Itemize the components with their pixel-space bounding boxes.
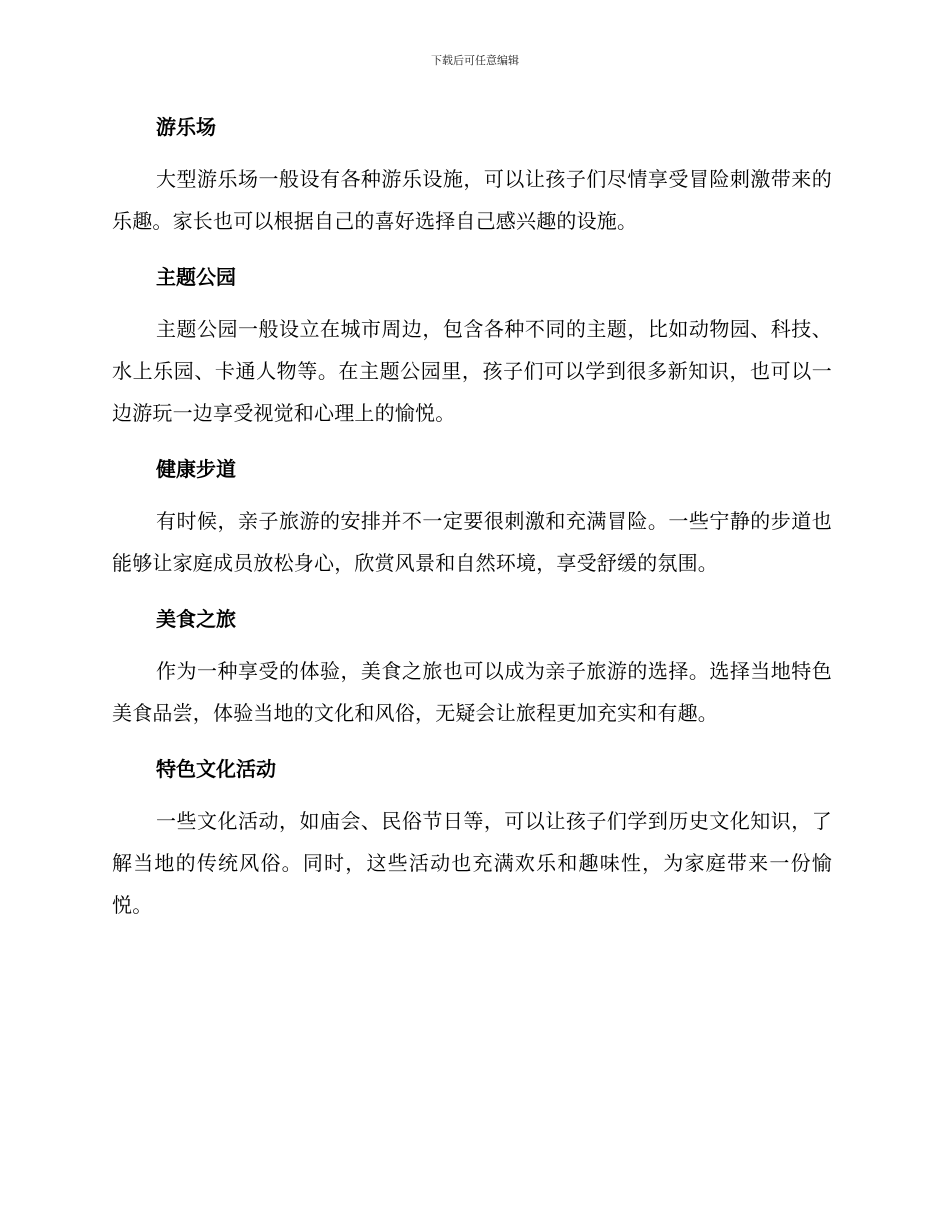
section-heading: 特色文化活动 — [156, 757, 276, 781]
section-amusement-park — [112, 108, 832, 242]
section-heading: 主题公园 — [156, 265, 236, 289]
section-health-trail — [112, 450, 832, 584]
section-paragraph: 作为一种享受的体验，美食之旅也可以成为亲子旅游的选择。选择当地特色美食品尝，体验当地的文化和风俗，无疑会让旅程更加充实和有趣。 — [112, 659, 832, 725]
section-paragraph: 有时候，亲子旅游的安排并不一定要很刺激和充满冒险。一些宁静的步道也能够让家庭成员放松身心，欣赏风景和自然环境，享受舒缓的氛围。 — [112, 509, 832, 575]
section-heading: 健康步道 — [156, 457, 236, 481]
section-paragraph: 大型游乐场一般设有各种游乐设施，可以让孩子们尽情享受冒险刺激带来的乐趣。家长也可以根据自己的喜好选择自己感兴趣的设施。 — [112, 167, 832, 233]
section-theme-park — [112, 258, 832, 434]
section-paragraph: 一些文化活动，如庙会、民俗节日等，可以让孩子们学到历史文化知识，了解当地的传统风俗。同时，这些活动也充满欢乐和趣味性，为家庭带来一份愉悦。 — [112, 809, 832, 917]
section-heading: 游乐场 — [156, 115, 216, 139]
document-body — [112, 108, 832, 942]
section-paragraph: 主题公园一般设立在城市周边，包含各种不同的主题，比如动物园、科技、水上乐园、卡通人物等。在主题公园里，孩子们可以学到很多新知识，也可以一边游玩一边享受视觉和心理上的愉悦。 — [112, 317, 832, 425]
section-cultural-activities — [112, 750, 832, 926]
section-food-tour — [112, 600, 832, 734]
page-header: 下载后可任意编辑 — [431, 54, 519, 67]
section-heading: 美食之旅 — [156, 607, 236, 631]
